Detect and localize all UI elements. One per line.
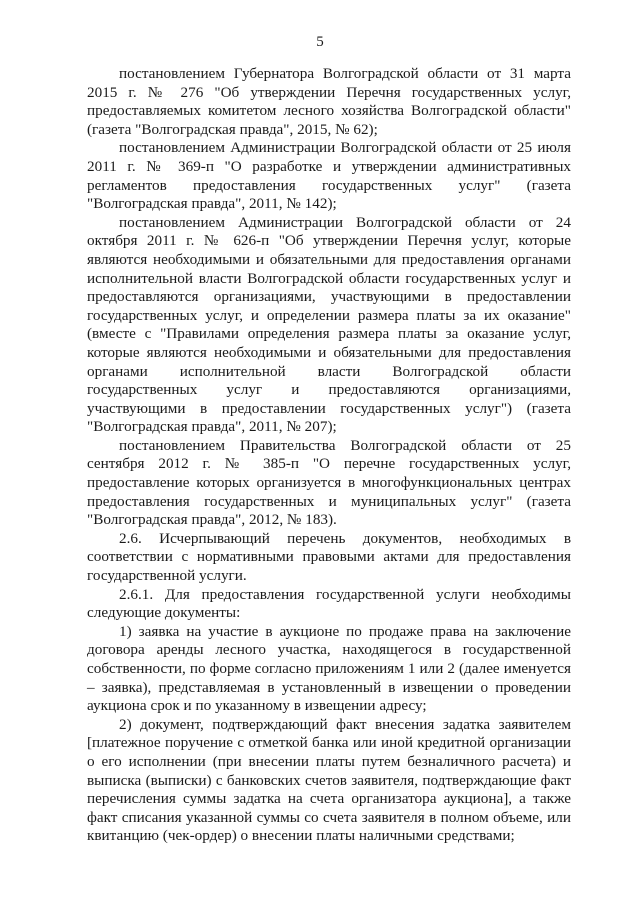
paragraph-section-2-6: 2.6. Исчерпывающий перечень документов, необходимых в соответствии с нормативными правовыми актами для предоставления государственной услуги. [87, 529, 571, 585]
paragraph-decree-government-385: постановлением Правительства Волгоградской области от 25 сентября 2012 г. № 385-п "О перечне государственных услуг, предоставление которых организуется в многофункциональных центрах предоставления государственных и муниципальных услуг" (газета "Волгоградская правда", 2012, № 183). [87, 436, 571, 529]
list-item-1-application: 1) заявка на участие в аукционе по продаже права на заключение договора аренды лесного участка, находящегося в государственной собственности, по форме согласно приложениям 1 или 2 (далее именуется – заявка), представляемая в установленный в извещении о проведении аукциона срок и по указанному в извещении адресу; [87, 622, 571, 715]
document-body [87, 65, 571, 846]
paragraph-section-2-6-1: 2.6.1. Для предоставления государственной услуги необходимы следующие документы: [87, 585, 571, 622]
page-number: 5 [316, 34, 324, 50]
paragraph-decree-administration-626: постановлением Администрации Волгоградской области от 24 октября 2011 г. № 626-п "Об утверждении Перечня услуг, которые являются необходимыми и обязательными для предоставления органами исполнительной власти Волгоградской области государственных услуг и предоставляются организациями, участвующими в предоставлении государственных услуг, и определении размера платы за их оказание" (вместе с "Правилами определения размера платы за оказание услуг, которые являются необходимыми и обязательными для предоставления органами исполнительной власти Волгоградской области государственных услуг и предоставляются организациями, участвующими в предоставлении государственных услуг") (газета "Волгоградская правда", 2011, № 207); [87, 213, 571, 436]
paragraph-decree-administration-369: постановлением Администрации Волгоградской области от 25 июля 2011 г. № 369-п "О разработке и утверждении административных регламентов предоставления государственных услуг" (газета "Волгоградская правда", 2011, № 142); [87, 139, 571, 213]
paragraph-decree-governor-2015: постановлением Губернатора Волгоградской области от 31 марта 2015 г. № 276 "Об утверждении Перечня государственных услуг, предоставляемых комитетом лесного хозяйства Волгоградской области" (газета "Волгоградская правда", 2015, № 62); [87, 65, 571, 138]
list-item-2-deposit-document: 2) документ, подтверждающий факт внесения задатка заявителем [платежное поручение с отметкой банка или иной кредитной организации о его исполнении (при внесении платы путем безналичного расчета) и выписка (выписки) с банковских счетов заявителя, подтверждающие факт перечисления суммы задатка на счета организатора аукциона], а также факт списания указанной суммы со счета заявителя в полном объеме, или квитанцию (чек-ордер) о внесении платы наличными средствами; [87, 715, 571, 845]
